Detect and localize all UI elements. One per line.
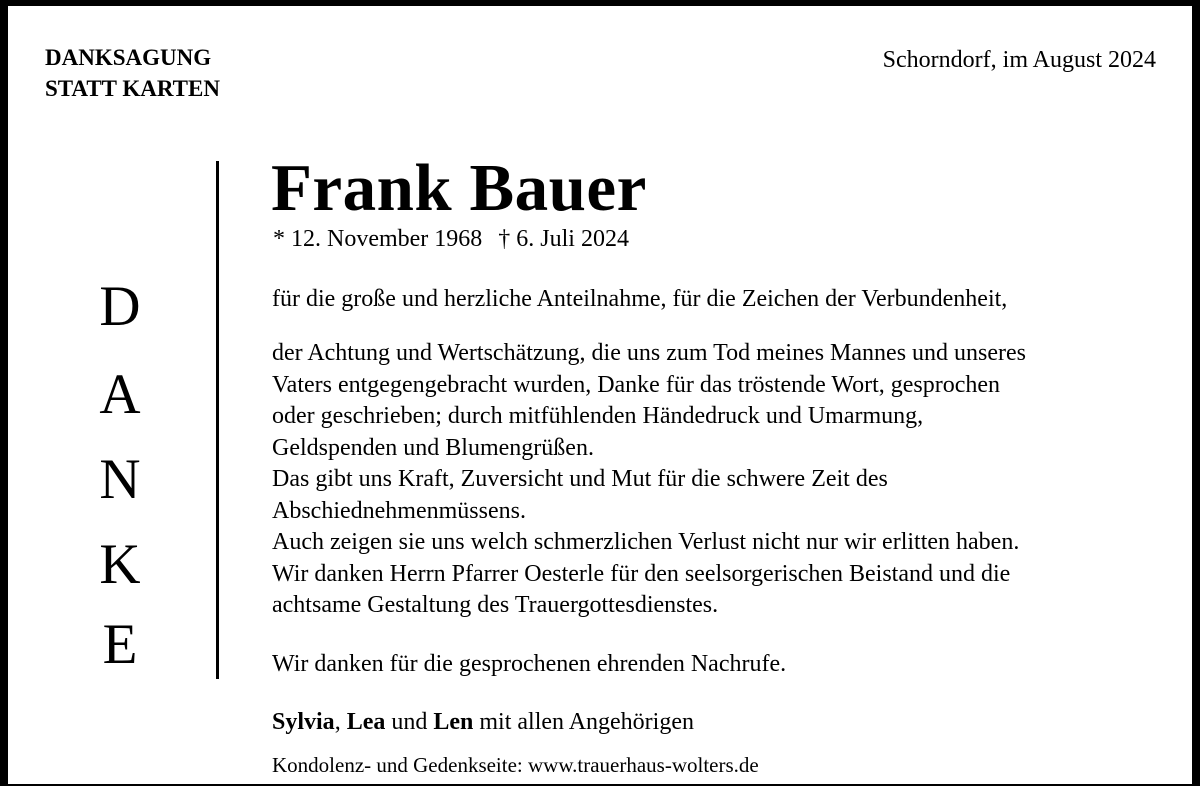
danke-letter-a: A [99, 363, 141, 426]
thanks-line-1: für die große und herzliche Anteilnahme, für die Zeichen der Verbundenheit, [272, 286, 1008, 312]
signature [272, 705, 694, 739]
death-date: † 6. Juli 2024 [498, 226, 629, 252]
danke-letter-d: D [99, 275, 141, 338]
birth-date: * 12. November 1968 [273, 226, 483, 252]
signature-separator: und [385, 709, 434, 735]
signer-sylvia: Sylvia [272, 709, 335, 735]
signer-len: Len [433, 709, 474, 735]
place-date: Schorndorf, im August 2024 [882, 47, 1156, 73]
deceased-name: Frank Bauer [271, 151, 647, 225]
signature-rest: mit allen Angehörigen [473, 709, 694, 735]
paragraph-line: der Achtung und Wertschätzung, die uns zum Tod meines Mannes und unseres [272, 340, 1027, 366]
paragraph-line: Geldspenden und Blumengrüßen. [272, 434, 594, 461]
paragraph-line: Auch zeigen sie uns welch schmerzlichen Verlust nicht nur wir erlitten haben. [272, 529, 1020, 555]
signer-lea: Lea [346, 709, 386, 735]
vertical-divider [216, 161, 219, 679]
danke-letter-n: N [99, 448, 141, 511]
paragraph-line: achtsame Gestaltung des Trauergottesdienstes. [272, 592, 719, 618]
paragraph-line: Wir danken Herrn Pfarrer Oesterle für den seelsorgerischen Beistand und die [272, 560, 1011, 587]
signature-separator: , [334, 709, 347, 735]
heading-line-2: STATT KARTEN [45, 76, 220, 101]
danke-letter-k: K [99, 533, 141, 596]
condolence-footer: Kondolenz- und Gedenkseite: www.trauerhaus-wolters.de [272, 753, 759, 777]
paragraph-line: Vaters entgegengebracht wurden, Danke für das tröstende Wort, gesprochen [272, 371, 1001, 398]
paragraph-line: oder geschrieben; durch mitfühlenden Händedruck und Umarmung, [272, 403, 924, 429]
thanks-paragraph [272, 338, 1026, 622]
heading-line-1: DANKSAGUNG [45, 45, 212, 70]
danke-letter-e: E [102, 613, 138, 676]
notice-heading [45, 42, 220, 104]
paragraph-line: Das gibt uns Kraft, Zuversicht und Mut für die schwere Zeit des [272, 466, 888, 492]
paragraph-line: Abschiednehmenmüssens. [272, 497, 526, 524]
thanks-line-last: Wir danken für die gesprochenen ehrenden Nachrufe. [272, 651, 787, 677]
life-dates [273, 222, 629, 256]
